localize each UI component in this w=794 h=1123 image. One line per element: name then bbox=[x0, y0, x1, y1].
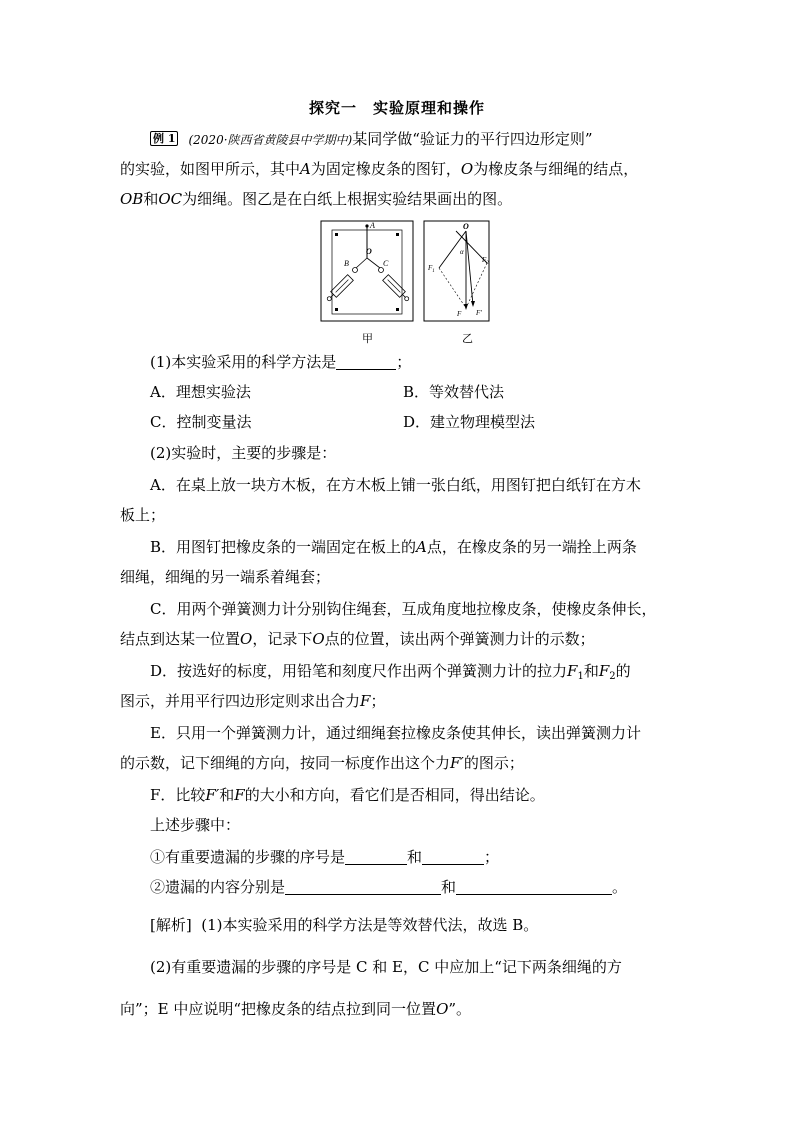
yi-fprime-label: F′ bbox=[476, 309, 482, 317]
analysis-line-3 bbox=[120, 998, 680, 1020]
point-o-label: O bbox=[460, 160, 474, 178]
step-d2-end: ； bbox=[370, 692, 386, 710]
q1-stem-line bbox=[150, 351, 680, 373]
q1-option-a: A．理想实验法 bbox=[150, 383, 251, 401]
step-d-f1-sub: 1 bbox=[577, 671, 584, 682]
caption-yi: 乙 bbox=[462, 332, 473, 345]
step-d-f2-sub: 2 bbox=[609, 671, 616, 682]
caption-jia: 甲 bbox=[362, 332, 373, 345]
q1-option-c: C．控制变量法 bbox=[150, 413, 252, 431]
q1-answer-blank[interactable] bbox=[336, 353, 396, 370]
sub1-and: 和 bbox=[407, 848, 423, 866]
step-c-text-c: ，记录下 bbox=[252, 630, 313, 648]
q2-step-b-line-1 bbox=[150, 536, 680, 558]
step-b-text-c: 点，在橡皮条的另一端拴上两条 bbox=[426, 538, 637, 556]
step-d-and: 和 bbox=[583, 662, 599, 680]
example-line-1 bbox=[150, 128, 680, 151]
step-e-text-a: 的示数，记下细绳的方向，按同一标度作出这个力 bbox=[120, 754, 451, 772]
example-badge: 例 1 bbox=[150, 131, 178, 146]
sub2-and: 和 bbox=[441, 878, 457, 896]
step-d2-f: F bbox=[360, 692, 371, 710]
q1-end: ； bbox=[396, 353, 412, 371]
q2-above-label: 上述步骤中： bbox=[150, 816, 241, 834]
sub2-blank-1[interactable] bbox=[285, 878, 441, 895]
example-line-2 bbox=[120, 158, 680, 180]
analysis-point-o: O bbox=[436, 1000, 449, 1018]
example-text-2c: 为橡皮条与细绳的结点， bbox=[473, 160, 639, 178]
q2-step-e-line-1: E．只用一个弹簧测力计，通过细绳套拉橡皮条使其伸长，读出弹簧测力计 bbox=[150, 724, 641, 742]
analysis-text-3a: 向”；E 中应说明“把橡皮条的结点拉到同一位置 bbox=[120, 1000, 437, 1018]
q2-step-c-line-1: C．用两个弹簧测力计分别钩住绳套，互成角度地拉橡皮条，使橡皮条伸长， bbox=[150, 600, 657, 618]
analysis-text-1: (1)本实验采用的科学方法是等效替代法，故选 B。 bbox=[201, 916, 539, 934]
step-f-text-c: 的大小和方向，看它们是否相同，得出结论。 bbox=[244, 786, 545, 804]
sub1-end: ； bbox=[484, 848, 500, 866]
step-b-point-a: A bbox=[416, 538, 427, 556]
q1-option-b: B．等效替代法 bbox=[403, 383, 505, 401]
yi-f2-label: $F_2$ bbox=[482, 256, 489, 266]
analysis-line-1 bbox=[150, 914, 680, 936]
rope-ob-label: OB bbox=[120, 190, 144, 208]
step-d-f2: F bbox=[598, 662, 610, 680]
analysis-tag: [解析] bbox=[150, 916, 192, 934]
step-f-fprime: F′ bbox=[205, 786, 220, 804]
yi-f1-label: $F_1$ bbox=[428, 264, 435, 274]
step-f-text-a: F．比较 bbox=[150, 786, 206, 804]
analysis-line-2: (2)有重要遗漏的步骤的序号是 C 和 E，C 中应加上“记下两条细绳的方 bbox=[150, 958, 622, 976]
example-source: (2020·陕西省黄陵县中学期中) bbox=[188, 133, 353, 147]
step-c-text-a: 结点到达某一位置 bbox=[120, 630, 241, 648]
example-text-2a: 的实验，如图甲所示，其中 bbox=[120, 160, 301, 178]
step-d-text-a: D．按选好的标度，用铅笔和刻度尺作出两个弹簧测力计的拉力 bbox=[150, 662, 568, 680]
step-d-end: 的 bbox=[615, 662, 631, 680]
jia-c-label: C bbox=[383, 259, 389, 268]
step-e-fprime: F′ bbox=[450, 754, 464, 772]
step-d-f1: F bbox=[567, 662, 578, 680]
q2-step-d-line-1 bbox=[150, 660, 680, 688]
sub1-blank-1[interactable] bbox=[345, 848, 407, 865]
step-e-end: 的图示； bbox=[463, 754, 524, 772]
sub2-text: ②遗漏的内容分别是 bbox=[150, 878, 286, 896]
q2-step-d-line-2 bbox=[120, 690, 680, 712]
step-c-point-o-2: O bbox=[312, 630, 325, 648]
q2-step-a-line-1: A．在桌上放一块方木板，在方木板上铺一张白纸，用图钉把白纸钉在方木 bbox=[150, 476, 641, 494]
q2-step-b-line-2: 细绳，细绳的另一端系着绳套； bbox=[120, 568, 331, 586]
q2-step-c-line-2 bbox=[120, 628, 680, 650]
q1-option-d: D．建立物理模型法 bbox=[403, 413, 536, 431]
example-text-3b: 为细绳。图乙是在白纸上根据实验结果画出的图。 bbox=[182, 190, 513, 208]
sub1-blank-2[interactable] bbox=[422, 848, 484, 865]
example-text-1: 某同学做“验证力的平行四边形定则” bbox=[352, 130, 593, 148]
step-d2-text: 图示，并用平行四边形定则求出合力 bbox=[120, 692, 361, 710]
yi-o-label: O bbox=[463, 222, 469, 231]
example-line-3 bbox=[120, 188, 680, 210]
step-f-and: 和 bbox=[219, 786, 235, 804]
point-a-label: A bbox=[300, 160, 311, 178]
experiment-figures bbox=[320, 220, 490, 324]
q2-step-e-line-2 bbox=[120, 752, 680, 774]
step-f-f: F bbox=[234, 786, 245, 804]
q2-step-a-line-2: 板上； bbox=[120, 506, 166, 524]
jia-b-label: B bbox=[344, 259, 349, 268]
figure-jia-board bbox=[321, 221, 413, 321]
example-text-2b: 为固定橡皮条的图钉， bbox=[310, 160, 461, 178]
q2-step-f-line bbox=[150, 784, 680, 806]
figure-yi-diagram bbox=[424, 221, 489, 321]
q2-stem: (2)实验时，主要的步骤是： bbox=[150, 444, 337, 462]
step-c-point-o-1: O bbox=[240, 630, 253, 648]
q1-stem: (1)本实验采用的科学方法是 bbox=[150, 353, 337, 371]
sub2-blank-2[interactable] bbox=[456, 878, 612, 895]
sub2-end: 。 bbox=[612, 878, 628, 896]
q2-sub1-line bbox=[150, 846, 680, 868]
yi-f-label: F bbox=[457, 310, 462, 318]
analysis-text-3b: ”。 bbox=[448, 1000, 472, 1018]
example-text-3a: 和 bbox=[143, 190, 159, 208]
yi-alpha-label: α bbox=[460, 248, 464, 256]
section-title: 探究一 实验原理和操作 bbox=[308, 99, 485, 117]
sub1-text: ①有重要遗漏的步骤的序号是 bbox=[150, 848, 346, 866]
jia-o-label: O bbox=[366, 247, 372, 256]
jia-a-label: A bbox=[370, 221, 375, 230]
step-c-text-e: 点的位置，读出两个弹簧测力计的示数； bbox=[324, 630, 595, 648]
q2-sub2-line bbox=[150, 876, 680, 898]
step-b-text-a: B．用图钉把橡皮条的一端固定在板上的 bbox=[150, 538, 417, 556]
rope-oc-label: OC bbox=[158, 190, 183, 208]
